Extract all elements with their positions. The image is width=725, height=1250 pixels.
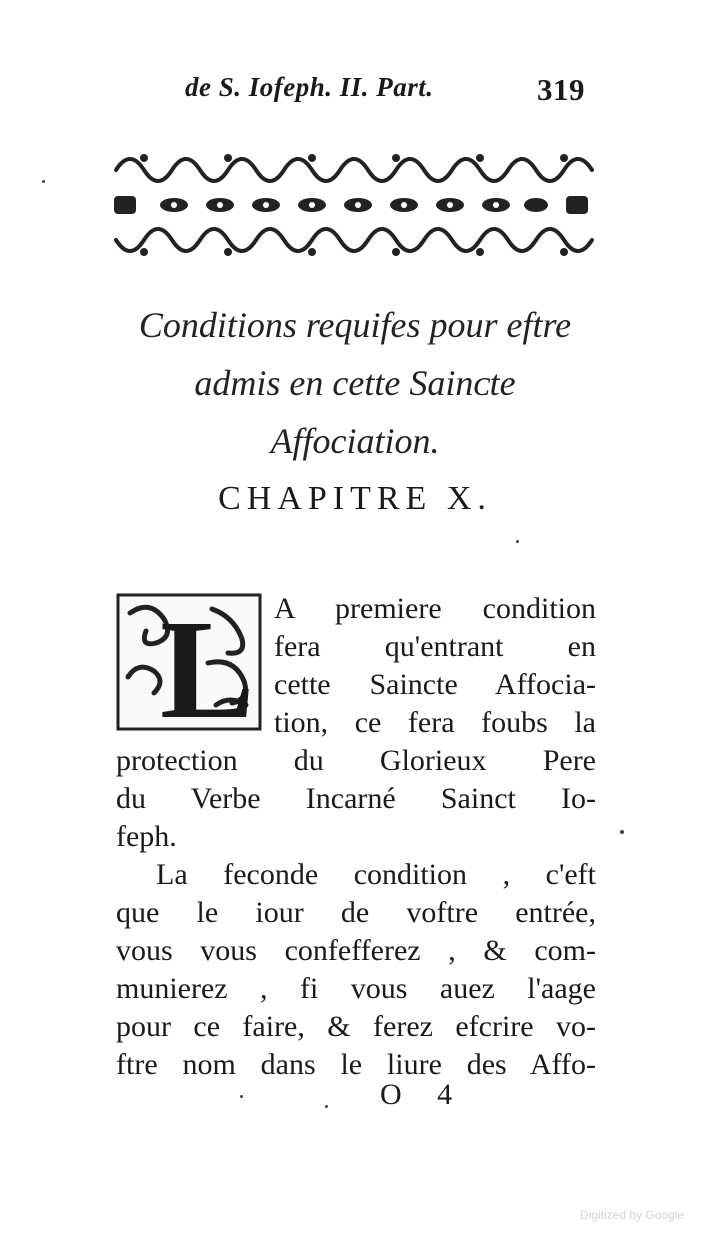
ornamental-headpiece bbox=[108, 148, 594, 260]
text-line: cette Saincte Affocia- bbox=[274, 668, 596, 701]
text-line: tion, ce fera foubs la bbox=[274, 706, 596, 739]
paper-speck bbox=[325, 1105, 328, 1108]
text-line: protection du Glorieux Pere bbox=[116, 744, 596, 777]
body-text bbox=[116, 590, 596, 1084]
drop-cap-letter: L bbox=[160, 593, 255, 731]
text-line: A premiere condition bbox=[274, 592, 596, 625]
text-line: du Verbe Incarné Sainct Io- bbox=[116, 782, 596, 815]
text-line: munierez , fi vous auez l'aage bbox=[116, 972, 596, 1005]
chapter-title bbox=[110, 296, 600, 470]
paper-speck bbox=[42, 180, 45, 183]
text-line: ftre nom dans le liure des Affo- bbox=[116, 1048, 596, 1081]
chapter-title-line: admis en cette Sainᴄte bbox=[194, 363, 516, 403]
chapter-title-line: Affociation. bbox=[270, 421, 440, 461]
text-line: que le iour de voftre entrée, bbox=[116, 896, 596, 929]
text-line: vous vous confefferez , & com- bbox=[116, 934, 596, 967]
running-head bbox=[185, 72, 595, 116]
watermark: Digitized by Google bbox=[580, 1208, 685, 1222]
text-line: pour ce faire, & ferez efcrire vo- bbox=[116, 1010, 596, 1043]
text-line: La feconde condition , c'eft bbox=[156, 858, 596, 891]
chapter-title-line: Conditions requifes pour eftre bbox=[138, 305, 572, 345]
text-line: feph. bbox=[116, 820, 177, 853]
page-number: 319 bbox=[537, 72, 585, 107]
running-head-title: de S. Iofeph. II. Part. bbox=[185, 72, 434, 102]
chapter-number: CHAPITRE X. bbox=[218, 480, 492, 517]
text-line: fera qu'entrant en bbox=[274, 630, 596, 663]
paper-speck bbox=[620, 830, 624, 834]
signature-mark: O 4 bbox=[380, 1078, 467, 1111]
paper-speck bbox=[516, 540, 519, 543]
paper-speck bbox=[240, 1095, 243, 1098]
